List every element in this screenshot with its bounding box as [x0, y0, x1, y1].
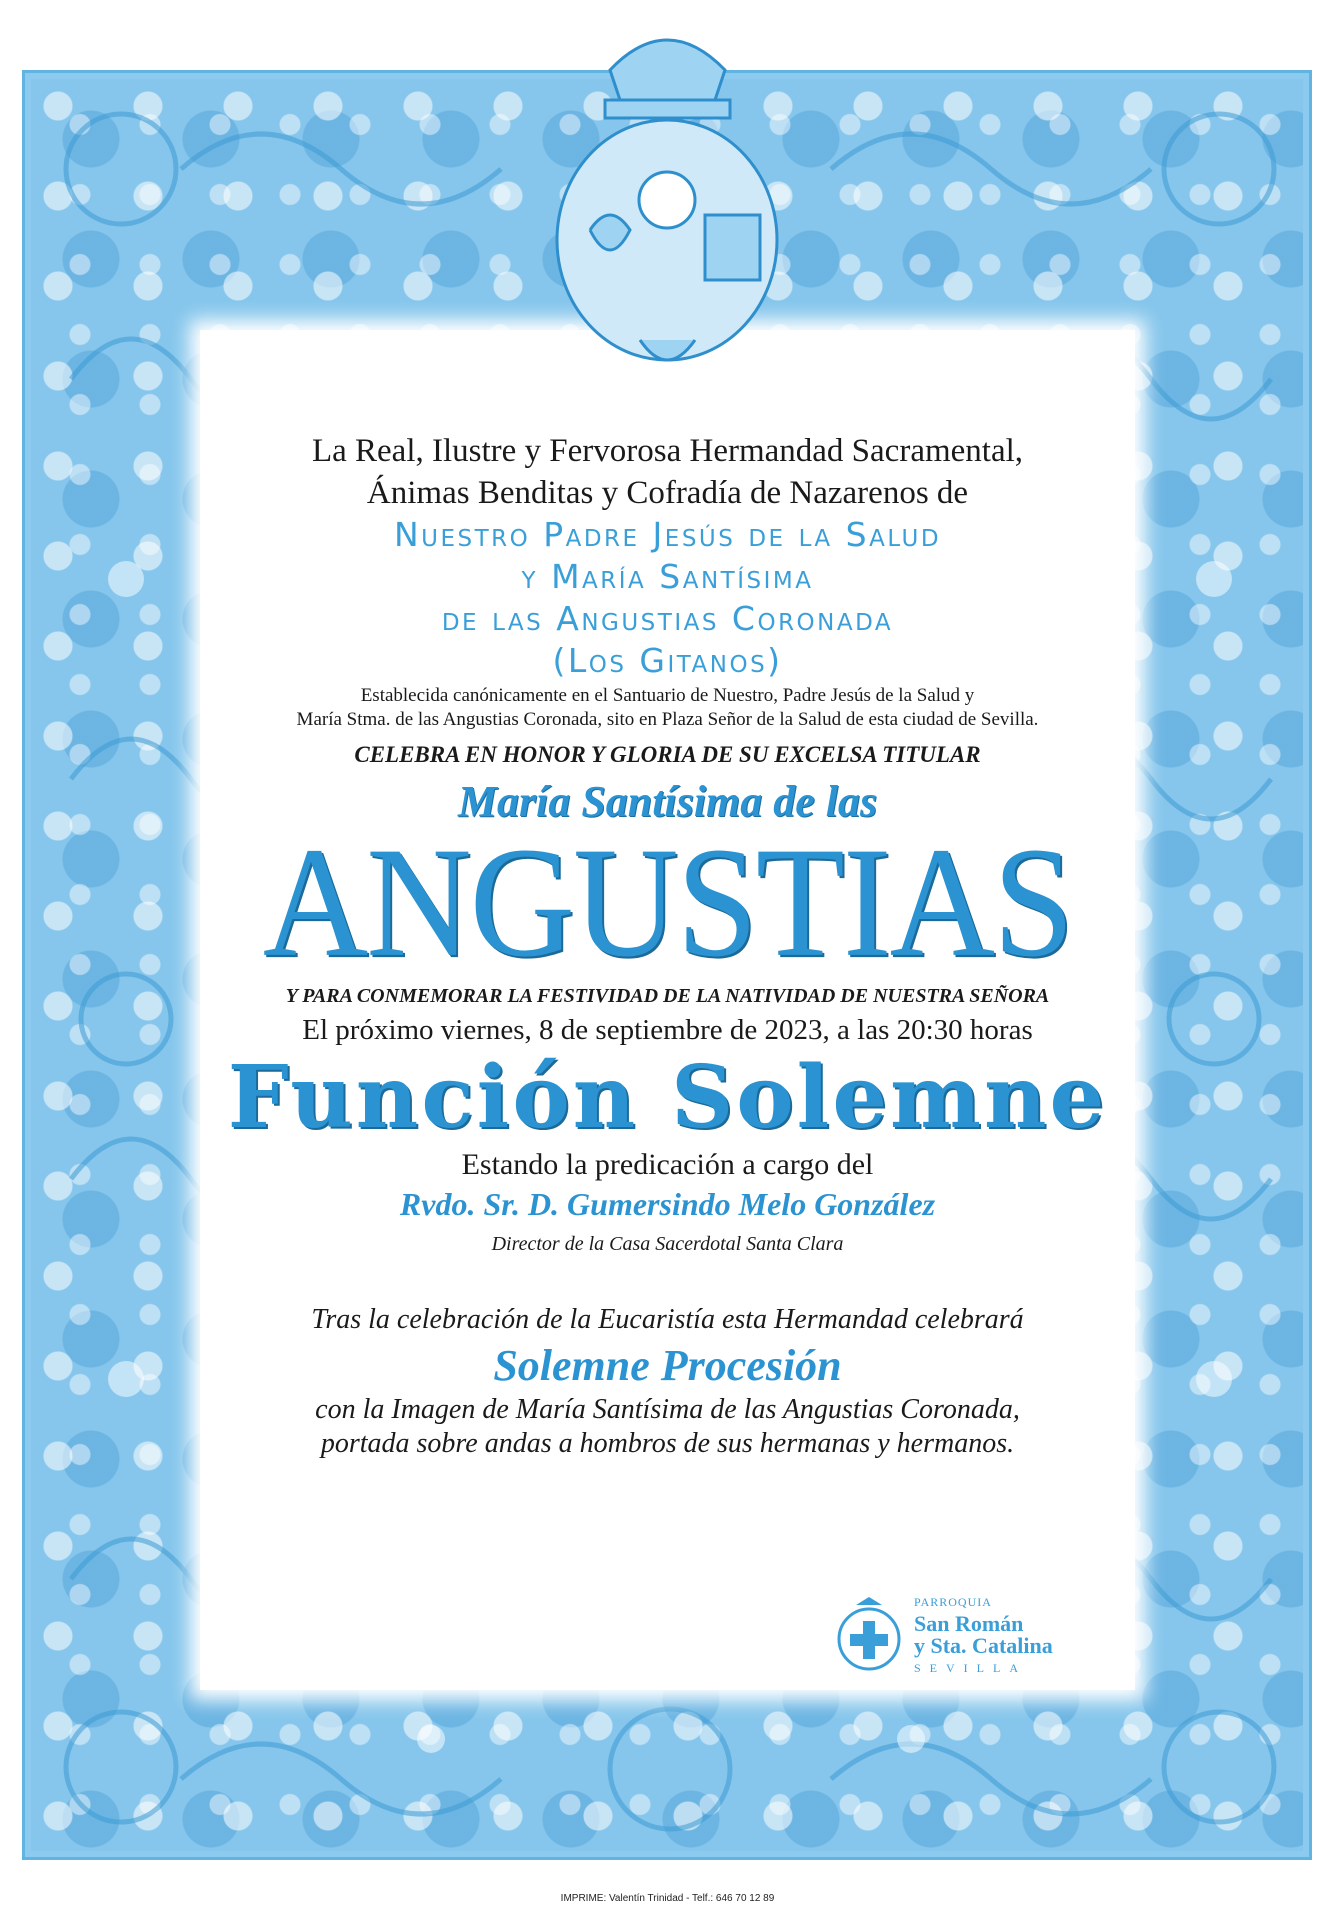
tras-line: Tras la celebración de la Eucaristía esta Hermandad celebrará	[311, 1304, 1024, 1335]
cross-shield-icon	[834, 1595, 904, 1675]
printer-credit: IMPRIME: Valentín Trinidad - Telf.: 646 70 12 89	[560, 1893, 775, 1904]
imagen-line-1: con la Imagen de María Santísima de las Angustias Coronada,	[315, 1394, 1020, 1425]
intro-line-2: Ánimas Benditas y Cofradía de Nazarenos de	[366, 475, 969, 511]
titular-line-1: Nuestro Padre Jesús de la Salud	[393, 515, 942, 554]
titular-line-3: de las Angustias Coronada	[441, 599, 894, 638]
imagen-line-2: portada sobre andas a hombros de sus hermanas y hermanos.	[320, 1428, 1015, 1459]
titular-line-2: y María Santísima	[521, 557, 814, 596]
parroquia-label: PARROQUIA	[914, 1595, 992, 1609]
event-date: El próximo viernes, 8 de septiembre de 2023, a las 20:30 horas	[302, 1014, 1033, 1046]
maria-heading: María Santísima de las	[457, 777, 878, 826]
parroquia-name-2: y Sta. Catalina	[914, 1633, 1053, 1658]
procesion-title: Solemne Procesión	[493, 1341, 842, 1390]
conmemorar-line: Y PARA CONMEMORAR LA FESTIVIDAD DE LA NATIVIDAD DE NUESTRA SEÑORA	[285, 985, 1050, 1007]
angustias-title: ANGUSTIAS	[262, 814, 1073, 990]
celebra-heading: CELEBRA EN HONOR Y GLORIA DE SU EXCELSA TITULAR	[354, 742, 981, 767]
preacher-name: Rvdo. Sr. D. Gumersindo Melo González	[399, 1186, 936, 1222]
established-line-1: Establecida canónicamente en el Santuario de Nuestro, Padre Jesús de la Salud y	[360, 685, 975, 706]
parroquia-name-1: San Román	[914, 1611, 1024, 1636]
titular-line-4: (Los Gitanos)	[552, 641, 783, 680]
poster-content	[200, 430, 1135, 1461]
established-line-2: María Stma. de las Angustias Coronada, sito en Plaza Señor de la Salud de esta ciudad de Sevilla.	[296, 709, 1039, 730]
parroquia-city: SEVILLA	[914, 1661, 1027, 1675]
predica-line: Estando la predicación a cargo del	[461, 1148, 874, 1181]
intro-line-1: La Real, Ilustre y Fervorosa Hermandad Sacramental,	[311, 433, 1024, 469]
funcion-title: Función Solemne	[227, 1047, 1108, 1148]
preacher-role: Director de la Casa Sacerdotal Santa Clara	[491, 1233, 844, 1255]
parroquia-logo	[834, 1590, 1084, 1680]
coat-of-arms-icon	[500, 10, 835, 410]
